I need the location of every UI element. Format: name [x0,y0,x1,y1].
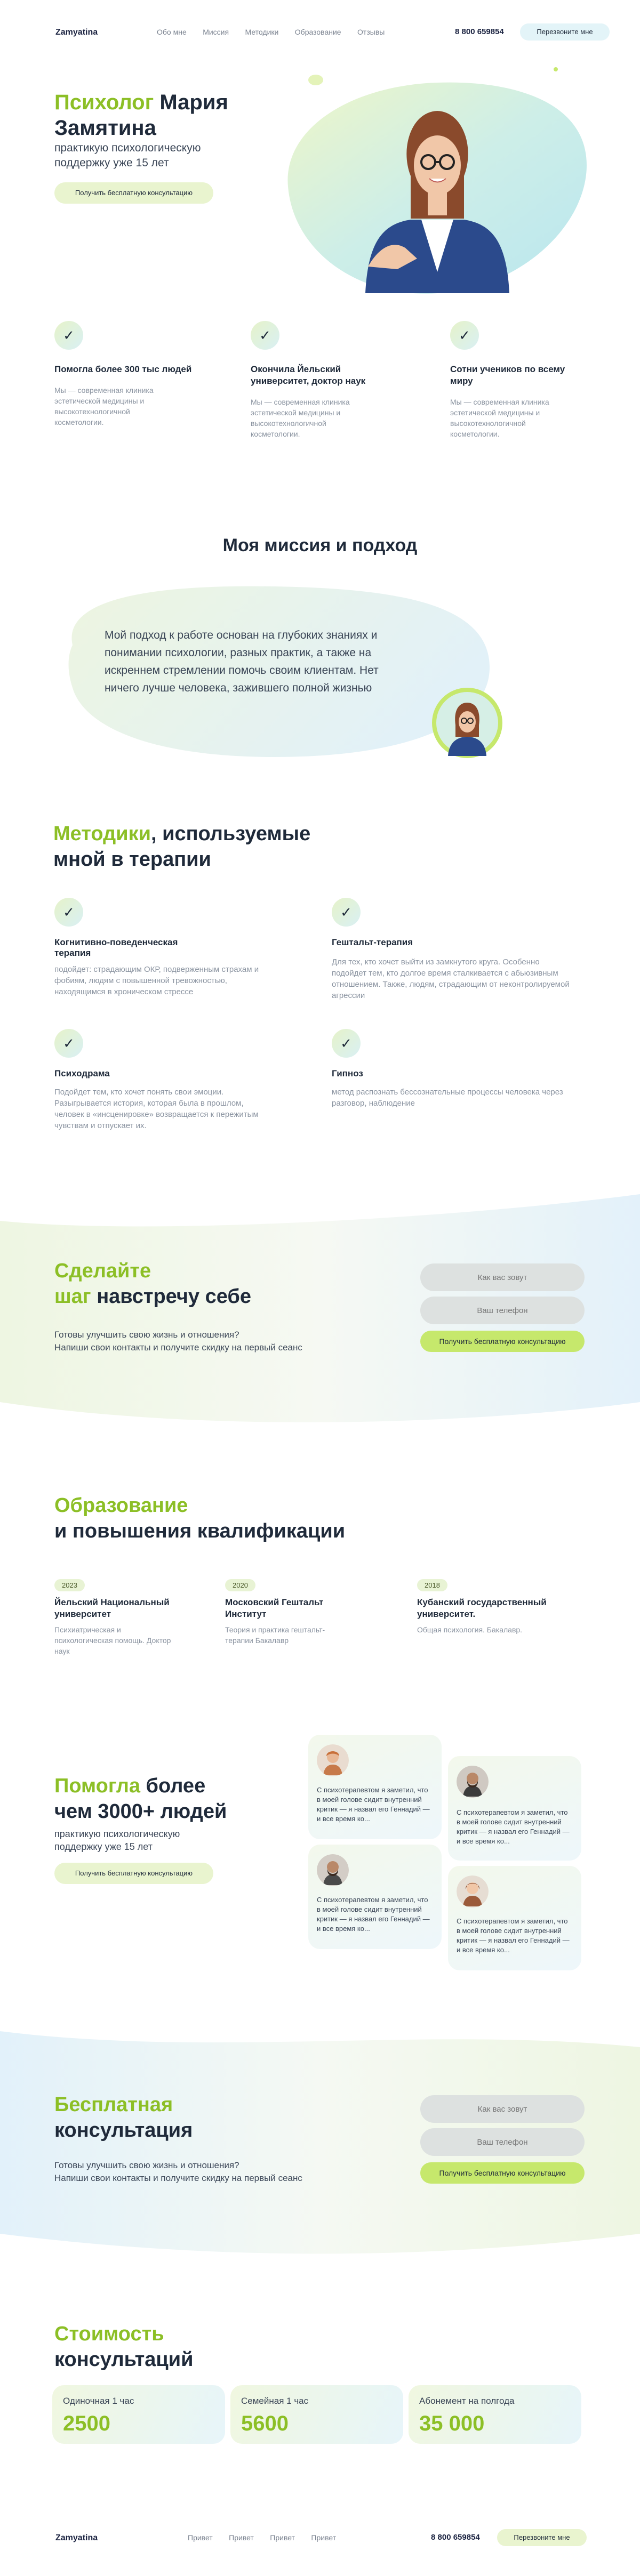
free-text-1: Готовы улучшить свою жизнь и отношения? [54,2160,239,2170]
step-text-2: Напиши свои контакты и получите скидку на первый сеанс [54,1342,302,1353]
avatar-icon [457,1875,489,1907]
method-desc: Подойдет тем, кто хочет понять свои эмоции. Разыгрывается история, которая была в прошлом, человек в «инсценировке» возвращается к пережитым чувствам и отпускает их. [54,1088,259,1130]
education-title-accent: Образование [54,1494,188,1517]
free-phone-input[interactable] [420,2128,585,2156]
pricing-title-rest: консультаций [54,2348,194,2371]
price-title: Семейная 1 час [241,2396,309,2406]
footer-phone[interactable]: 8 800 659854 [431,2533,480,2542]
mission-text: Мой подход к работе основан на глубоких знаниях и понимании психологии, разных практик, а также на искреннем стремлении помочь своим клиентам. Нет ничего лучше человека, зажившего полной жизнью [105,629,379,694]
nav-item-reviews[interactable]: Отзывы [357,28,385,36]
feature-title: Сотни учеников по всему миру [450,364,565,386]
feature-title: Помогла более 300 тыс людей [54,364,192,374]
price-title: Одиночная 1 час [63,2396,134,2406]
feature-title: Окончила Йельский университет, доктор наук [251,364,366,386]
hero-title-rest: Мария Замятина [54,91,228,140]
education-item-1 [54,1579,193,1656]
feature-3 [450,321,589,439]
check-icon: ✓ [54,898,83,927]
avatar-icon [317,1854,349,1886]
reviews-title-rest-2: чем 3000+ людей [54,1800,227,1823]
education-year: 2020 [225,1579,255,1591]
method-desc: Для тех, кто хочет выйти из замкнутого круга. Особенно подойдет тем, кто долгое время сталкивается с абьюзивным отношением. Также, людям, страдающим от неконтролируемой агрессии [332,957,570,1000]
footer [0,2506,640,2576]
hero-title [54,90,278,141]
education-title-item: Кубанский государственный университет. [417,1597,547,1619]
footer-nav-item[interactable]: Привет [229,2533,254,2542]
step-form-text [54,1329,302,1354]
check-icon: ✓ [332,1029,361,1058]
method-1 [54,898,268,997]
free-submit-button[interactable]: Получить бесплатную консультацию [420,2162,585,2184]
footer-nav-item[interactable]: Привет [188,2533,213,2542]
method-2 [332,898,570,1001]
step-title-rest: навстречу себе [91,1285,251,1308]
reviews-title-rest-1: более [140,1775,206,1797]
method-title: Гипноз [332,1068,363,1078]
review-card [308,1845,442,1949]
free-name-input[interactable] [420,2095,585,2123]
step-text-1: Готовы улучшить свою жизнь и отношения? [54,1330,239,1340]
step-title-accent-2: шаг [54,1285,91,1308]
education-year: 2018 [417,1579,447,1591]
method-desc: подойдет: страдающим ОКР, подверженным страхам и фобиям, людям с повышенной тревожностью, находящимся в хроническом стрессе [54,965,259,996]
review-card [448,1866,581,1970]
footer-callback-button[interactable]: Перезвоните мне [497,2529,587,2546]
review-card [308,1735,442,1839]
education-item-2 [225,1579,364,1646]
mission-avatar [432,688,502,758]
method-3 [54,1029,268,1131]
review-text: С психотерапевтом я заметил, что в моей голове сидит внутренний критик — я назвал его Геннадий — и все время ко... [317,1896,430,1933]
review-text: С психотерапевтом я заметил, что в моей голове сидит внутренний критик — я назвал его Геннадий — и все время ко... [457,1808,570,1845]
reviews-title-accent: Помогла [54,1775,140,1797]
review-card [448,1756,581,1861]
free-form-title [54,2092,321,2143]
reviews-cta-button[interactable]: Получить бесплатную консультацию [54,1863,213,1884]
education-desc: Психиатрическая и психологическая помощь. Доктор наук [54,1625,171,1655]
phone-input[interactable] [420,1297,585,1324]
footer-nav [188,2533,350,2543]
methods-title-accent: Методики [53,823,151,845]
avatar-icon [317,1744,349,1776]
price-card-family [230,2385,403,2444]
feature-desc: Мы — современная клиника эстетической медицины и высокотехнологичной косметологии. [450,398,549,438]
main-nav [157,28,398,37]
review-text: С психотерапевтом я заметил, что в моей голове сидит внутренний критик — я назвал его Геннадий — и все время ко... [457,1917,570,1954]
hero-cta-button[interactable]: Получить бесплатную консультацию [54,182,213,204]
education-desc: Общая психология. Бакалавр. [417,1625,523,1634]
education-year: 2023 [54,1579,85,1591]
education-title-rest: и повышения квалификации [54,1520,346,1542]
education-desc: Теория и практика гештальт-терапии Бакалавр [225,1625,325,1645]
methods-title [53,821,352,872]
price-card-single [52,2385,225,2444]
mission-title: Моя миссия и подход [222,535,418,556]
free-title-accent: Бесплатная [54,2094,173,2116]
logo[interactable]: Zamyatina [55,28,98,37]
feature-2 [251,321,389,439]
nav-item-about[interactable]: Обо мне [157,28,187,36]
feature-desc: Мы — современная клиника эстетической медицины и высокотехнологичной косметологии. [54,386,154,426]
method-4 [332,1029,566,1109]
check-icon: ✓ [450,321,479,350]
check-icon: ✓ [54,1029,83,1058]
free-title-rest: консультация [54,2119,193,2142]
education-title-item: Йельский Национальный университет [54,1597,170,1619]
method-title: Когнитивно-поведенческая терапия [54,937,178,958]
free-text-2: Напиши свои контакты и получите скидку на первый сеанс [54,2173,302,2183]
pricing-title [54,2321,321,2372]
education-item-3 [417,1579,577,1635]
price-value: 2500 [63,2412,110,2435]
free-form-text [54,2159,302,2185]
reviews-subtitle: практикую психологическую поддержку уже 15 лет [54,1829,180,1852]
step-form-title [54,1258,321,1309]
price-card-subscription [409,2385,581,2444]
footer-logo[interactable]: Zamyatina [55,2533,98,2542]
hero-photo [277,64,597,309]
price-title: Абонемент на полгода [419,2396,515,2406]
methods-title-rest: , используемые мной в терапии [53,823,311,871]
nav-item-education[interactable]: Образование [294,28,341,36]
pricing-title-accent: Стоимость [54,2323,164,2345]
check-icon: ✓ [54,321,83,350]
check-icon: ✓ [251,321,279,350]
header-phone[interactable]: 8 800 659854 [455,27,504,36]
step-title-accent-1: Сделайте [54,1260,151,1282]
header [0,0,640,64]
price-value: 35 000 [419,2412,485,2435]
method-title: Психодрама [54,1068,110,1078]
footer-nav-item[interactable]: Привет [311,2533,337,2542]
nav-item-mission[interactable]: Миссия [203,28,229,36]
avatar-icon [457,1766,489,1798]
footer-nav-item[interactable]: Привет [270,2533,295,2542]
nav-item-methods[interactable]: Методики [245,28,279,36]
name-input[interactable] [420,1263,585,1291]
price-value: 5600 [241,2412,289,2435]
callback-button[interactable]: Перезвоните мне [520,23,610,41]
method-desc: метод распознать бессознательные процессы человека через разговор, наблюдение [332,1088,563,1108]
education-title [54,1493,428,1544]
feature-1 [54,321,193,428]
education-title-item: Московский Гештальт Институт [225,1597,324,1619]
submit-button[interactable]: Получить бесплатную консультацию [420,1331,585,1352]
method-title: Гештальт-терапия [332,937,413,947]
review-text: С психотерапевтом я заметил, что в моей голове сидит внутренний критик — я назвал его Геннадий — и все время ко... [317,1786,430,1823]
reviews-title [54,1773,278,1824]
hero-subtitle: практикую психологическую поддержку уже 15 лет [54,142,201,169]
feature-desc: Мы — современная клиника эстетической медицины и высокотехнологичной косметологии. [251,398,350,438]
check-icon: ✓ [332,898,361,927]
hero-title-accent: Психолог [54,91,154,114]
